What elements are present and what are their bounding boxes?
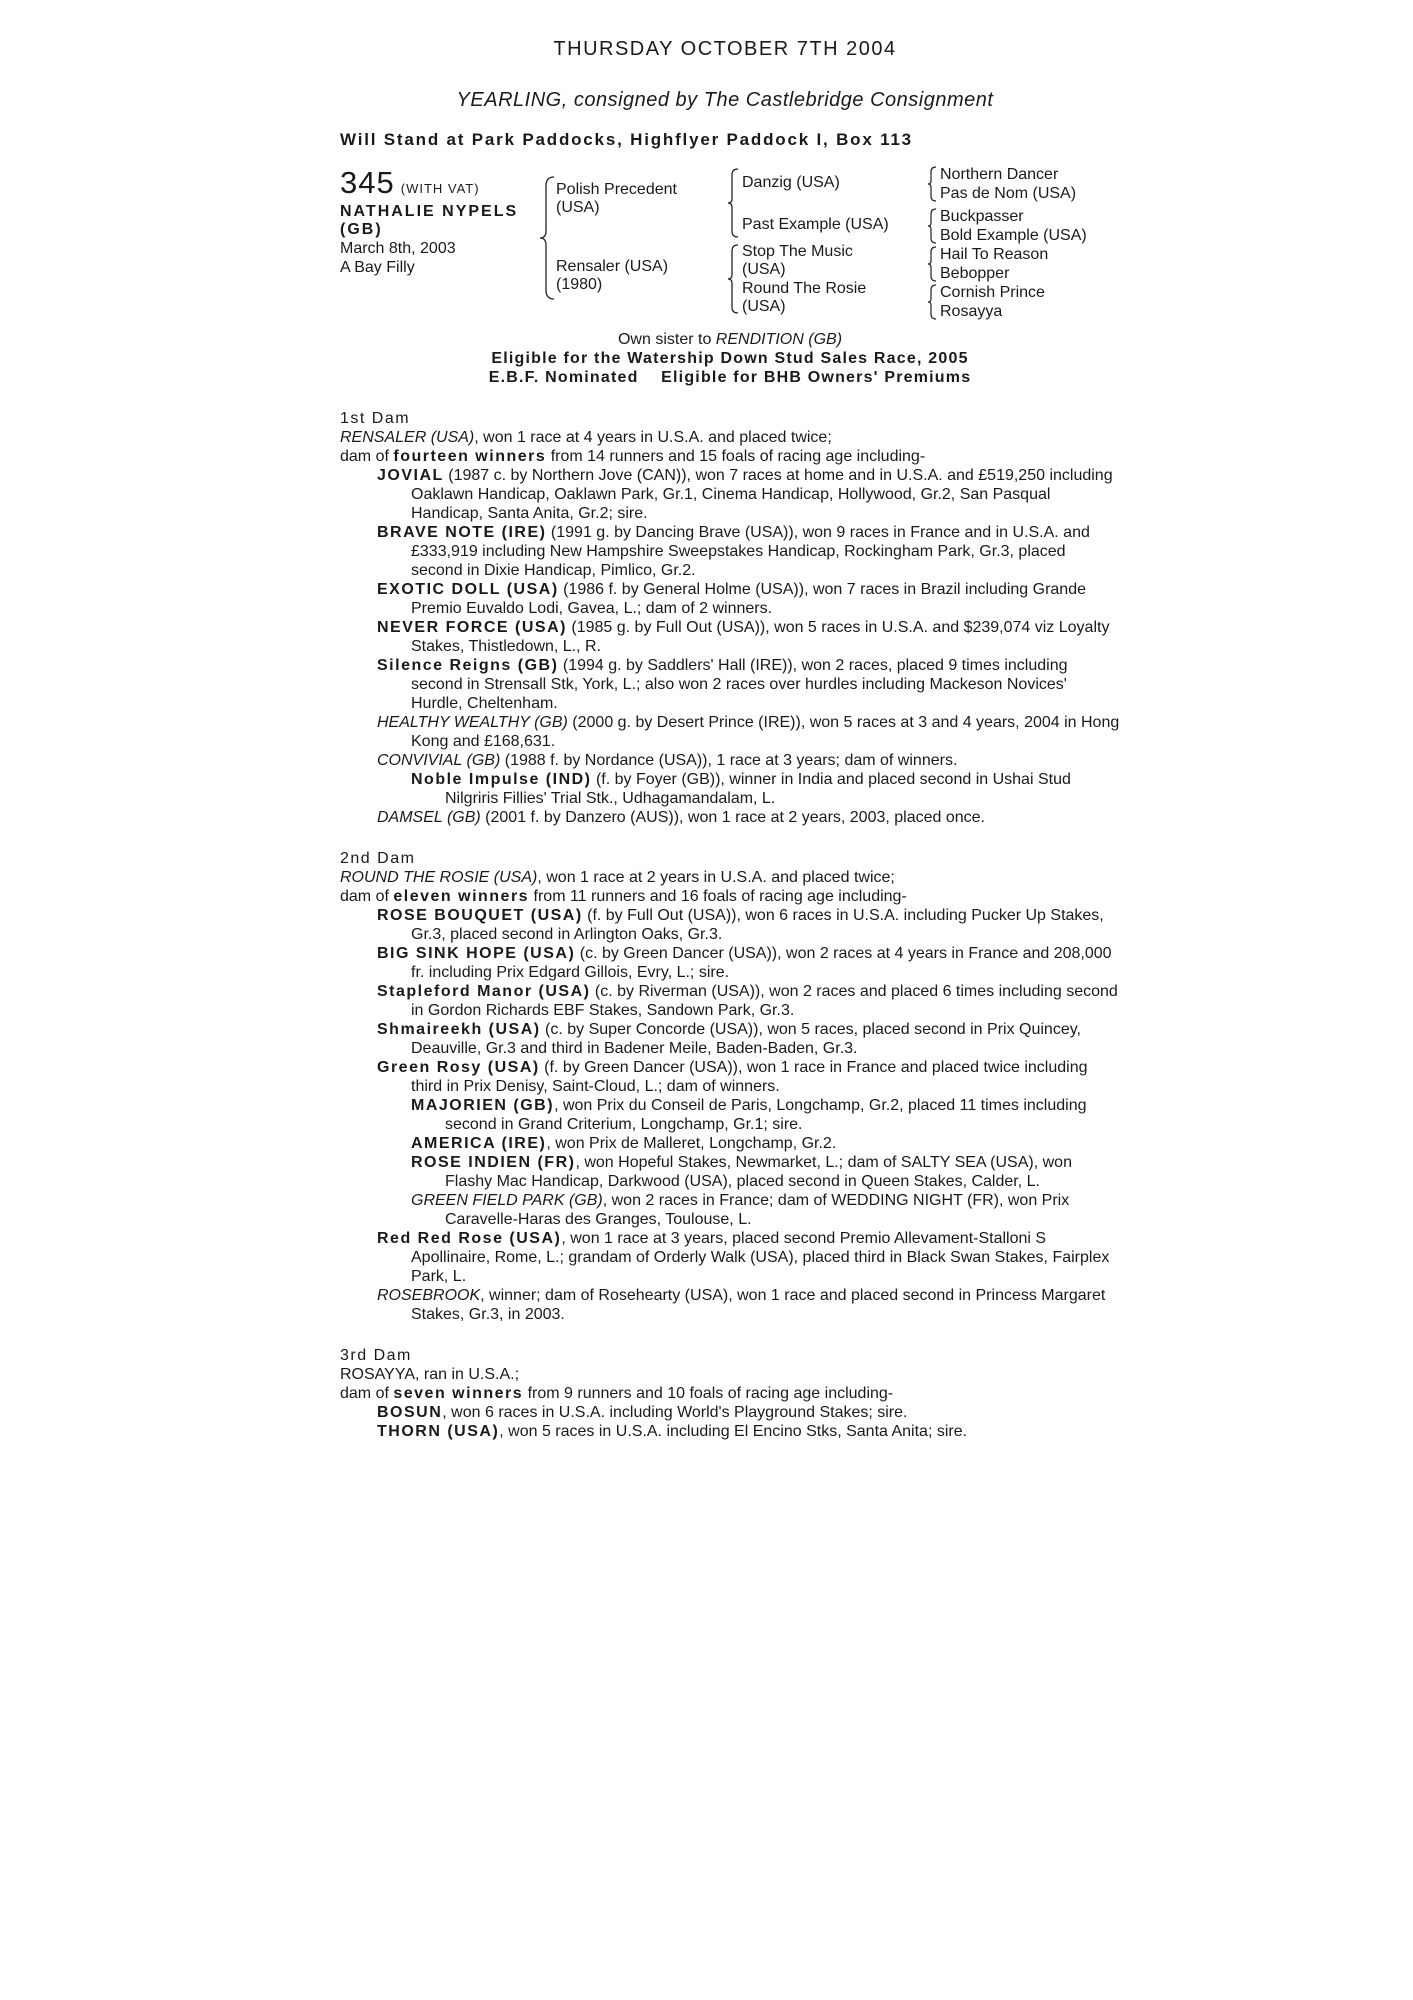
- progeny-name: EXOTIC DOLL (USA): [377, 581, 559, 598]
- consignor: , consigned by The Castlebridge Consignment: [561, 89, 994, 111]
- dam-name: ROSAYYA: [340, 1366, 415, 1383]
- progeny-entry: [340, 982, 1120, 1020]
- second-dam-section: [340, 849, 1120, 1324]
- yearling-label: YEARLING: [456, 89, 562, 111]
- summary-prefix: dam of: [340, 888, 394, 905]
- dam-sire-name: Stop The Music (USA): [742, 243, 853, 278]
- stand-location: Will Stand at Park Paddocks, Highflyer Paddock I, Box 113: [340, 130, 913, 149]
- brace-main: [538, 176, 556, 300]
- summary-rest: from 11 runners and 16 foals of racing age including-: [529, 888, 907, 905]
- sire-sire-name: Danzig (USA): [742, 174, 840, 191]
- ds-dam-name: Bebopper: [940, 265, 1010, 282]
- summary-rest: from 9 runners and 10 foals of racing age including-: [523, 1385, 894, 1402]
- progeny-record: , won Prix de Malleret, Longchamp, Gr.2.: [546, 1135, 837, 1152]
- progeny-name: DAMSEL (GB): [377, 809, 481, 826]
- third-dam-section: [340, 1346, 1120, 1441]
- summary-prefix: dam of: [340, 448, 394, 465]
- progeny-name: Stapleford Manor (USA): [377, 983, 591, 1000]
- winners-count: eleven winners: [393, 888, 530, 905]
- dam-record-text: , ran in U.S.A.;: [414, 1366, 520, 1383]
- progeny-name: BOSUN: [377, 1404, 443, 1421]
- foaling-date: March 8th, 2003: [340, 240, 456, 257]
- progeny-name: BRAVE NOTE (IRE): [377, 524, 547, 541]
- progeny-entry: [340, 1286, 1120, 1324]
- ds-sire-name: Hail To Reason: [940, 246, 1049, 263]
- progeny-record: (f. by Foyer (GB)), winner in India and placed second in Ushai Stud Nilgriris Fillies' Trial Stk., Udhagamandalam, L.: [445, 771, 1071, 807]
- catalogue-page: [340, 38, 1120, 1441]
- dam-record-text: , won 1 race at 4 years in U.S.A. and placed twice;: [474, 429, 832, 446]
- progeny-name: NEVER FORCE (USA): [377, 619, 567, 636]
- brace-dam: [726, 244, 740, 314]
- progeny-record: (2000 g. by Desert Prince (IRE)), won 5 races at 3 and 4 years, 2004 in Hong Kong and £168,631.: [411, 714, 1120, 750]
- progeny-record: (c. by Green Dancer (USA)), won 2 races at 4 years in France and 208,000 fr. including Prix Edgard Gillois, Evry, L.; sire.: [411, 945, 1112, 981]
- sire-dam-name: Past Example (USA): [742, 216, 889, 233]
- progeny-name: THORN (USA): [377, 1423, 500, 1440]
- progeny-entry: [340, 618, 1120, 656]
- progeny-entry: [340, 1096, 1120, 1134]
- progeny-entry: [340, 1134, 1120, 1153]
- progeny-record: , winner; dam of Rosehearty (USA), won 1 race and placed second in Princess Margaret Stakes, Gr.3, in 2003.: [411, 1287, 1106, 1323]
- dam-summary: [340, 887, 1120, 906]
- progeny-name: Red Red Rose (USA): [377, 1230, 562, 1247]
- summary-rest: from 14 runners and 15 foals of racing age including-: [546, 448, 926, 465]
- progeny-entry: [340, 713, 1120, 751]
- progeny-entry: [340, 808, 1120, 827]
- progeny-entry: [340, 906, 1120, 944]
- summary-prefix: dam of: [340, 1385, 394, 1402]
- brace-dd: [926, 284, 938, 320]
- progeny-entry: [340, 466, 1120, 523]
- dam-heading: 3rd Dam: [340, 1347, 412, 1364]
- sale-notes: [340, 330, 1120, 387]
- progeny-record: (1988 f. by Nordance (USA)), 1 race at 3 years; dam of winners.: [500, 752, 958, 769]
- dam-record: [340, 1365, 1120, 1384]
- ss-sire-name: Northern Dancer: [940, 166, 1059, 183]
- progeny-entry: [340, 944, 1120, 982]
- progeny-record: (2001 f. by Danzero (AUS)), won 1 race at 2 years, 2003, placed once.: [480, 809, 985, 826]
- brace-ss: [926, 166, 938, 202]
- progeny-list: [340, 466, 1120, 827]
- progeny-name: JOVIAL: [377, 467, 444, 484]
- progeny-name: BIG SINK HOPE (USA): [377, 945, 576, 962]
- progeny-record: , won 2 races in France; dam of WEDDING NIGHT (FR), won Prix Caravelle-Haras des Granges, Toulouse, L.: [445, 1192, 1070, 1228]
- brace-sire: [726, 168, 740, 238]
- dam-name-italic: RENSALER (USA): [340, 429, 475, 446]
- progeny-record: (1987 c. by Northern Jove (CAN)), won 7 races at home and in U.S.A. and £519,250 including Oaklawn Handicap, Oaklawn Park, Gr.1, Cinema Handicap, Hollywood, Gr.2, San Pasqual Handicap, Santa Anita, Gr.2; sire.: [411, 467, 1113, 522]
- dam-dam-name: Round The Rosie (USA): [742, 280, 867, 315]
- progeny-record: (c. by Riverman (USA)), won 2 races and placed 6 times including second in Gordon Richards EBF Stakes, Sandown Park, Gr.3.: [411, 983, 1118, 1019]
- progeny-entry: [340, 770, 1120, 808]
- progeny-record: (f. by Green Dancer (USA)), won 1 race in France and placed twice including third in Prix Denisy, Saint-Cloud, L.; dam of winners.: [411, 1059, 1088, 1095]
- progeny-entry: [340, 751, 1120, 770]
- winners-count: fourteen winners: [393, 448, 547, 465]
- progeny-record: (1994 g. by Saddlers' Hall (IRE)), won 2 races, placed 9 times including second in Strensall Stk, York, L.; also won 2 races over hurdles including Mackeson Novices' Hurdle, Cheltenham.: [411, 657, 1068, 712]
- dam-summary: [340, 1384, 1120, 1403]
- progeny-entry: [340, 1191, 1120, 1229]
- progeny-record: (1986 f. by General Holme (USA)), won 7 races in Brazil including Grande Premio Euvaldo Lodi, Gavea, L.; dam of 2 winners.: [411, 581, 1086, 617]
- progeny-record: , won 5 races in U.S.A. including El Encino Stks, Santa Anita; sire.: [499, 1423, 968, 1440]
- progeny-entry: [340, 580, 1120, 618]
- vat-label: (WITH VAT): [400, 181, 480, 196]
- progeny-name: Shmaireekh (USA): [377, 1021, 541, 1038]
- pedigree-table: [340, 166, 1120, 326]
- ebf-premiums: E.B.F. Nominated Eligible for BHB Owners' Premiums: [488, 369, 972, 386]
- progeny-entry: [340, 1422, 1120, 1441]
- dam-record: [340, 868, 1120, 887]
- winners-count: seven winners: [393, 1385, 524, 1402]
- dam-name-italic: ROUND THE ROSIE (USA): [340, 869, 538, 886]
- dam-record-text: , won 1 race at 2 years in U.S.A. and placed twice;: [537, 869, 895, 886]
- progeny-entry: [340, 1153, 1120, 1191]
- sire-name: Polish Precedent (USA): [556, 181, 677, 216]
- brace-ds: [926, 246, 938, 282]
- first-dam-section: [340, 409, 1120, 827]
- progeny-entry: [340, 1020, 1120, 1058]
- progeny-name: Green Rosy (USA): [377, 1059, 540, 1076]
- progeny-name: ROSE INDIEN (FR): [411, 1154, 576, 1171]
- dam-record: [340, 428, 1120, 447]
- progeny-name: Noble Impulse (IND): [411, 771, 592, 788]
- ss-dam-name: Pas de Nom (USA): [940, 185, 1077, 202]
- consignment-line: [340, 89, 1120, 112]
- progeny-record: (f. by Full Out (USA)), won 6 races in U.S.A. including Pucker Up Stakes, Gr.3, placed second in Arlington Oaks, Gr.3.: [411, 907, 1104, 943]
- sd-dam-name: Bold Example (USA): [940, 227, 1087, 244]
- progeny-name: ROSE BOUQUET (USA): [377, 907, 583, 924]
- progeny-name: MAJORIEN (GB): [411, 1097, 555, 1114]
- progeny-list: [340, 906, 1120, 1324]
- progeny-record: , won 1 race at 3 years, placed second Premio Allevament-Stalloni S Apollinaire, Rome, L.; grandam of Orderly Walk (USA), placed third in Black Swan Stakes, Fairplex Park, L.: [411, 1230, 1110, 1285]
- sister-name: RENDITION (GB): [715, 331, 843, 348]
- progeny-record: , won Hopeful Stakes, Newmarket, L.; dam of SALTY SEA (USA), won Flashy Mac Handicap, Darkwood (USA), placed second in Queen Stakes, Calder, L.: [445, 1154, 1072, 1190]
- dam-name: Rensaler (USA) (1980): [556, 258, 669, 293]
- progeny-name: GREEN FIELD PARK (GB): [411, 1192, 603, 1209]
- horse-description: A Bay Filly: [340, 259, 415, 276]
- progeny-record: (c. by Super Concorde (USA)), won 5 races, placed second in Prix Quincey, Deauville, Gr.3 and third in Badener Meile, Baden-Baden, Gr.3.: [411, 1021, 1081, 1057]
- progeny-entry: [340, 523, 1120, 580]
- sales-race-eligibility: Eligible for the Watership Down Stud Sales Race, 2005: [491, 350, 969, 367]
- lot-number: 345: [340, 165, 395, 200]
- dam-summary: [340, 447, 1120, 466]
- lot-details: [340, 166, 540, 277]
- progeny-name: AMERICA (IRE): [411, 1135, 547, 1152]
- horse-name: NATHALIE NYPELS (GB): [340, 203, 519, 238]
- progeny-entry: [340, 1229, 1120, 1286]
- sale-date: THURSDAY OCTOBER 7TH 2004: [553, 38, 897, 60]
- dam-heading: 1st Dam: [340, 410, 411, 427]
- dd-sire-name: Cornish Prince: [940, 284, 1045, 301]
- own-sister-note: [340, 330, 1120, 349]
- progeny-record: (1991 g. by Dancing Brave (USA)), won 9 races in France and in U.S.A. and £333,919 including New Hampshire Sweepstakes Handicap, Rockingham Park, Gr.3, placed second in Dixie Handicap, Pimlico, Gr.2.: [411, 524, 1090, 579]
- sister-prefix: Own sister to: [617, 331, 716, 348]
- brace-sd: [926, 208, 938, 244]
- progeny-entry: [340, 656, 1120, 713]
- dam-heading: 2nd Dam: [340, 850, 416, 867]
- dd-dam-name: Rosayya: [940, 303, 1003, 320]
- progeny-record: , won Prix du Conseil de Paris, Longchamp, Gr.2, placed 11 times including second in Grand Criterium, Longchamp, Gr.1; sire.: [445, 1097, 1087, 1133]
- progeny-record: (1985 g. by Full Out (USA)), won 5 races in U.S.A. and $239,074 viz Loyalty Stakes, Thistledown, L., R.: [411, 619, 1110, 655]
- sd-sire-name: Buckpasser: [940, 208, 1024, 225]
- progeny-record: , won 6 races in U.S.A. including World's Playground Stakes; sire.: [442, 1404, 908, 1421]
- progeny-entry: [340, 1058, 1120, 1096]
- progeny-entry: [340, 1403, 1120, 1422]
- progeny-name: ROSEBROOK: [377, 1287, 481, 1304]
- progeny-name: HEALTHY WEALTHY (GB): [377, 714, 568, 731]
- progeny-name: CONVIVIAL (GB): [377, 752, 501, 769]
- progeny-list: [340, 1403, 1120, 1441]
- progeny-name: Silence Reigns (GB): [377, 657, 559, 674]
